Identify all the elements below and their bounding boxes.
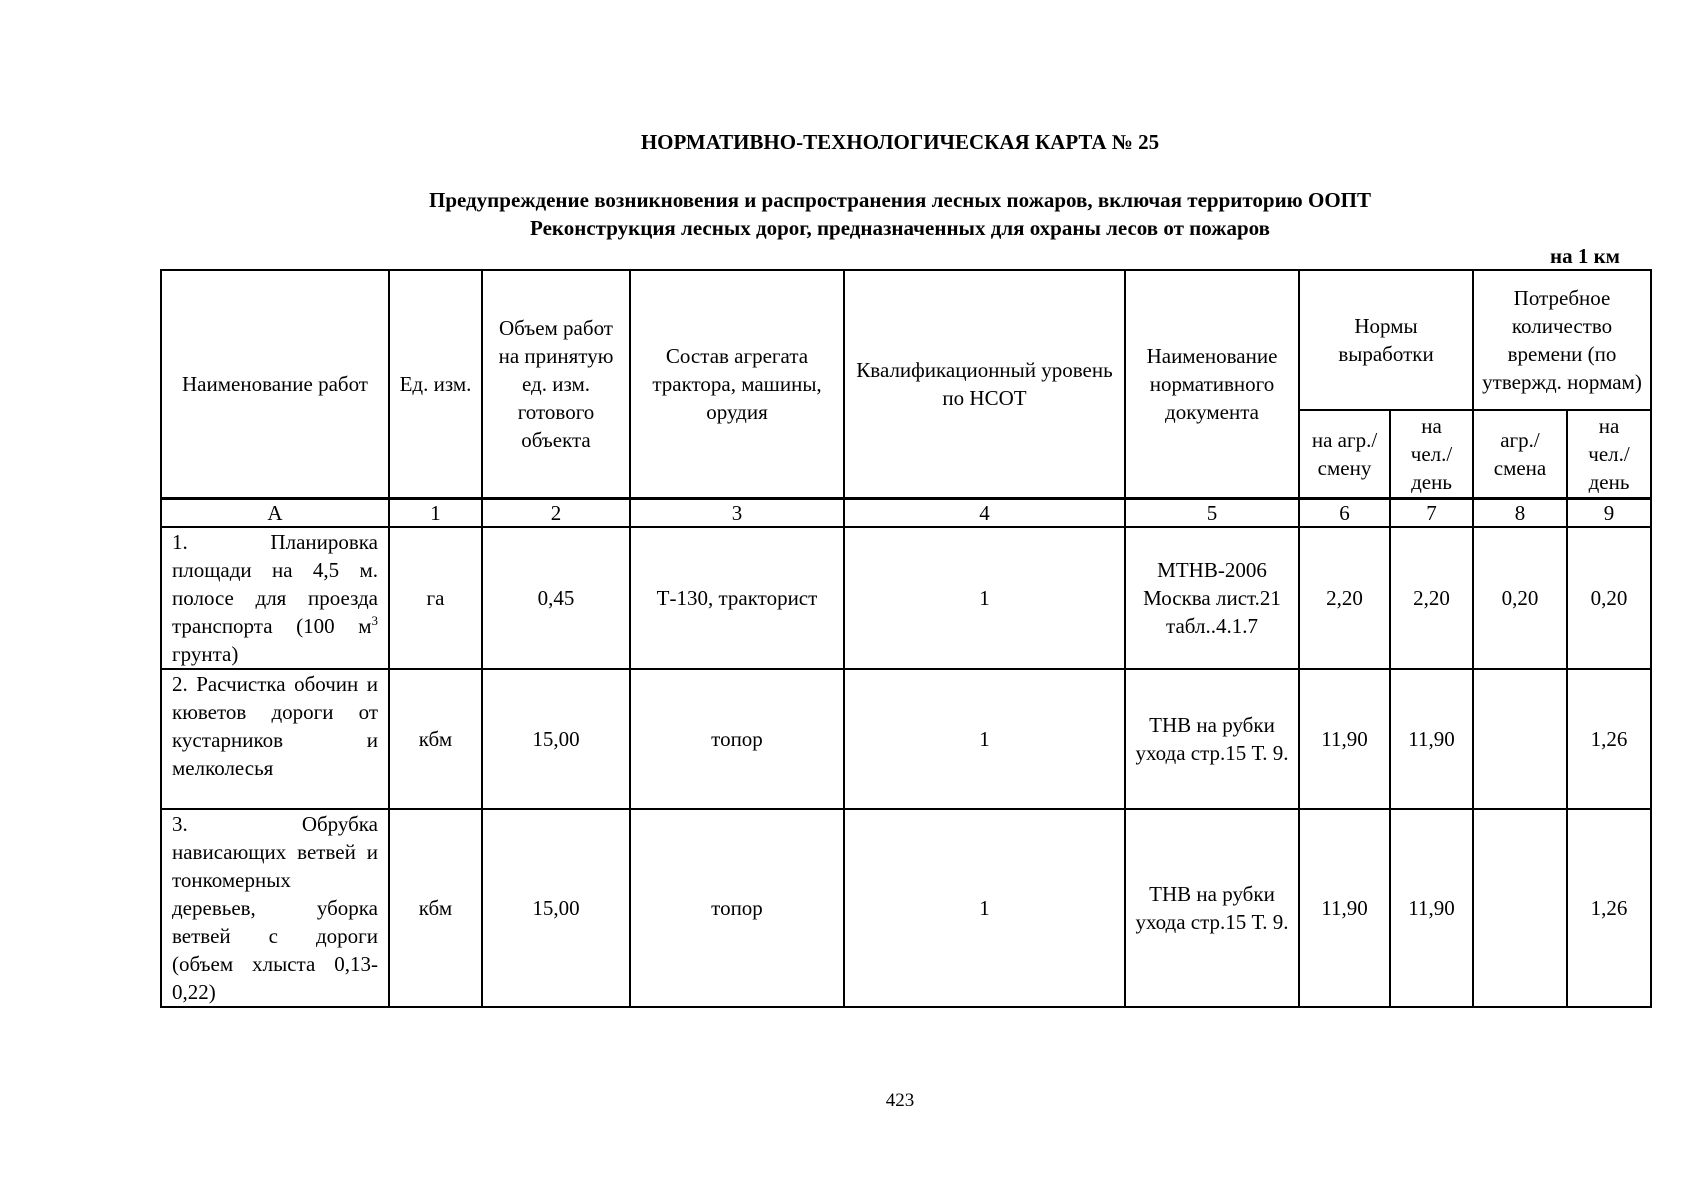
composition-cell: топор	[630, 669, 844, 809]
column-number: 9	[1567, 498, 1651, 527]
column-number: А	[161, 498, 389, 527]
column-number: 4	[844, 498, 1125, 527]
qualification-cell: 1	[844, 527, 1125, 669]
table-row	[161, 527, 1651, 669]
header-volume: Объем работ на принятую ед. изм. готового объекта	[482, 270, 630, 498]
superscript: 3	[371, 612, 378, 628]
time-agg-cell	[1473, 669, 1567, 809]
unit-cell: кбм	[389, 669, 482, 809]
header-agg-shift: агр./ смена	[1473, 410, 1567, 498]
column-number: 8	[1473, 498, 1567, 527]
table-row	[161, 809, 1651, 1007]
unit-cell: га	[389, 527, 482, 669]
time-man-cell: 0,20	[1567, 527, 1651, 669]
document-title: НОРМАТИВНО-ТЕХНОЛОГИЧЕСКАЯ КАРТА № 25	[640, 130, 1160, 154]
norm-man-cell: 11,90	[1390, 669, 1473, 809]
time-agg-cell	[1473, 809, 1567, 1007]
work-name-tail: грунта)	[172, 641, 239, 666]
header-per-man-day-2: на чел./ день	[1567, 410, 1651, 498]
document-subtitle-1: Предупреждение возникновения и распространения лесных пожаров, включая территорию ООПТ	[428, 188, 1371, 212]
work-name-cell: 2. Расчистка обочин и кюветов дороги от кустарников и мелколесья	[161, 669, 389, 809]
column-number: 2	[482, 498, 630, 527]
time-man-cell: 1,26	[1567, 669, 1651, 809]
header-qualification: Квалификационный уровень по НСОТ	[844, 270, 1125, 498]
composition-cell: топор	[630, 809, 844, 1007]
column-number: 6	[1299, 498, 1390, 527]
composition-cell: Т-130, тракторист	[630, 527, 844, 669]
time-man-cell: 1,26	[1567, 809, 1651, 1007]
column-number-row	[161, 498, 1651, 527]
volume-cell: 15,00	[482, 669, 630, 809]
column-number: 7	[1390, 498, 1473, 527]
norm-agg-cell: 11,90	[1299, 809, 1390, 1007]
volume-cell: 15,00	[482, 809, 630, 1007]
qualification-cell: 1	[844, 669, 1125, 809]
document-cell: МТНВ-2006 Москва лист.21 табл..4.1.7	[1125, 527, 1299, 669]
header-time-needed: Потребное количество времени (по утвержд. нормам)	[1473, 270, 1651, 410]
header-norms: Нормы выработки	[1299, 270, 1473, 410]
work-name-text: 1. Планировка площади на 4,5 м. полосе для проезда транспорта (100 м	[172, 529, 378, 638]
measure-unit-label: на 1 км	[1549, 244, 1620, 268]
column-number: 1	[389, 498, 482, 527]
document-cell: ТНВ на рубки ухода стр.15 Т. 9.	[1125, 809, 1299, 1007]
page-number: 423	[885, 1090, 915, 1111]
unit-cell: кбм	[389, 809, 482, 1007]
header-document: Наименование нормативного документа	[1125, 270, 1299, 498]
header-unit: Ед. изм.	[389, 270, 482, 498]
norm-man-cell: 11,90	[1390, 809, 1473, 1007]
document-cell: ТНВ на рубки ухода стр.15 Т. 9.	[1125, 669, 1299, 809]
norm-agg-cell: 11,90	[1299, 669, 1390, 809]
work-name-cell: 3. Обрубка нависающих ветвей и тонкомерных деревьев, уборка ветвей с дороги (объем хлыста 0,13-0,22)	[161, 809, 389, 1007]
column-number: 5	[1125, 498, 1299, 527]
norm-agg-cell: 2,20	[1299, 527, 1390, 669]
column-number: 3	[630, 498, 844, 527]
header-work-name: Наименование работ	[161, 270, 389, 498]
header-per-agg-shift: на агр./ смену	[1299, 410, 1390, 498]
work-name-cell	[161, 527, 389, 669]
norms-table	[160, 269, 1652, 1008]
norm-man-cell: 2,20	[1390, 527, 1473, 669]
document-subtitle-2: Реконструкция лесных дорог, предназначенных для охраны лесов от пожаров	[530, 216, 1270, 240]
header-per-man-day: на чел./ день	[1390, 410, 1473, 498]
qualification-cell: 1	[844, 809, 1125, 1007]
table-row	[161, 669, 1651, 809]
time-agg-cell: 0,20	[1473, 527, 1567, 669]
header-composition: Состав агрегата трактора, машины, орудия	[630, 270, 844, 498]
volume-cell: 0,45	[482, 527, 630, 669]
